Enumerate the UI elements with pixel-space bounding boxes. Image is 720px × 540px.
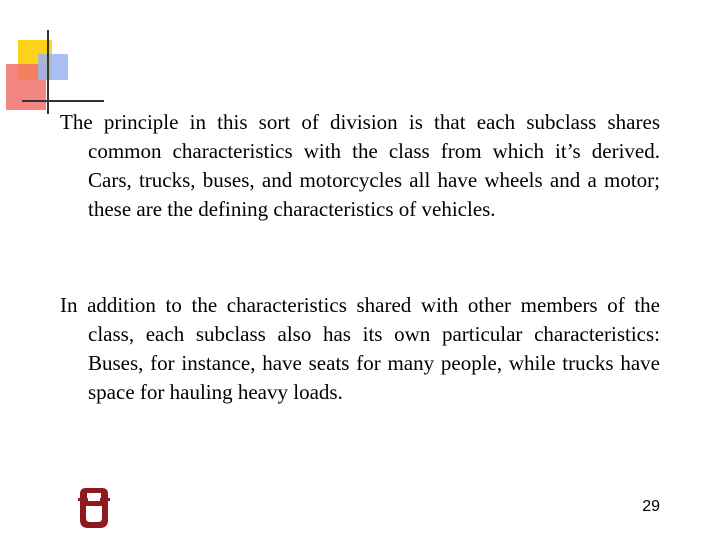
- decor-square-blue: [38, 54, 68, 80]
- page-number: 29: [642, 498, 660, 515]
- decor-horizontal-line: [22, 100, 104, 102]
- body-paragraph-2: In addition to the characteristics shared with other members of the class, each subclass also has its own particular characteristics: Buses, for instance, have seats for many people, while trucks have space for hauling heavy loads.: [60, 293, 660, 404]
- ou-logo-icon: [76, 486, 112, 530]
- body-paragraph-1: The principle in this sort of division is that each subclass shares common characteristics with the class from which it’s derived. Cars, trucks, buses, and motorcycles all have wheels and a motor; these are the defining characteristics of vehicles.: [60, 110, 660, 221]
